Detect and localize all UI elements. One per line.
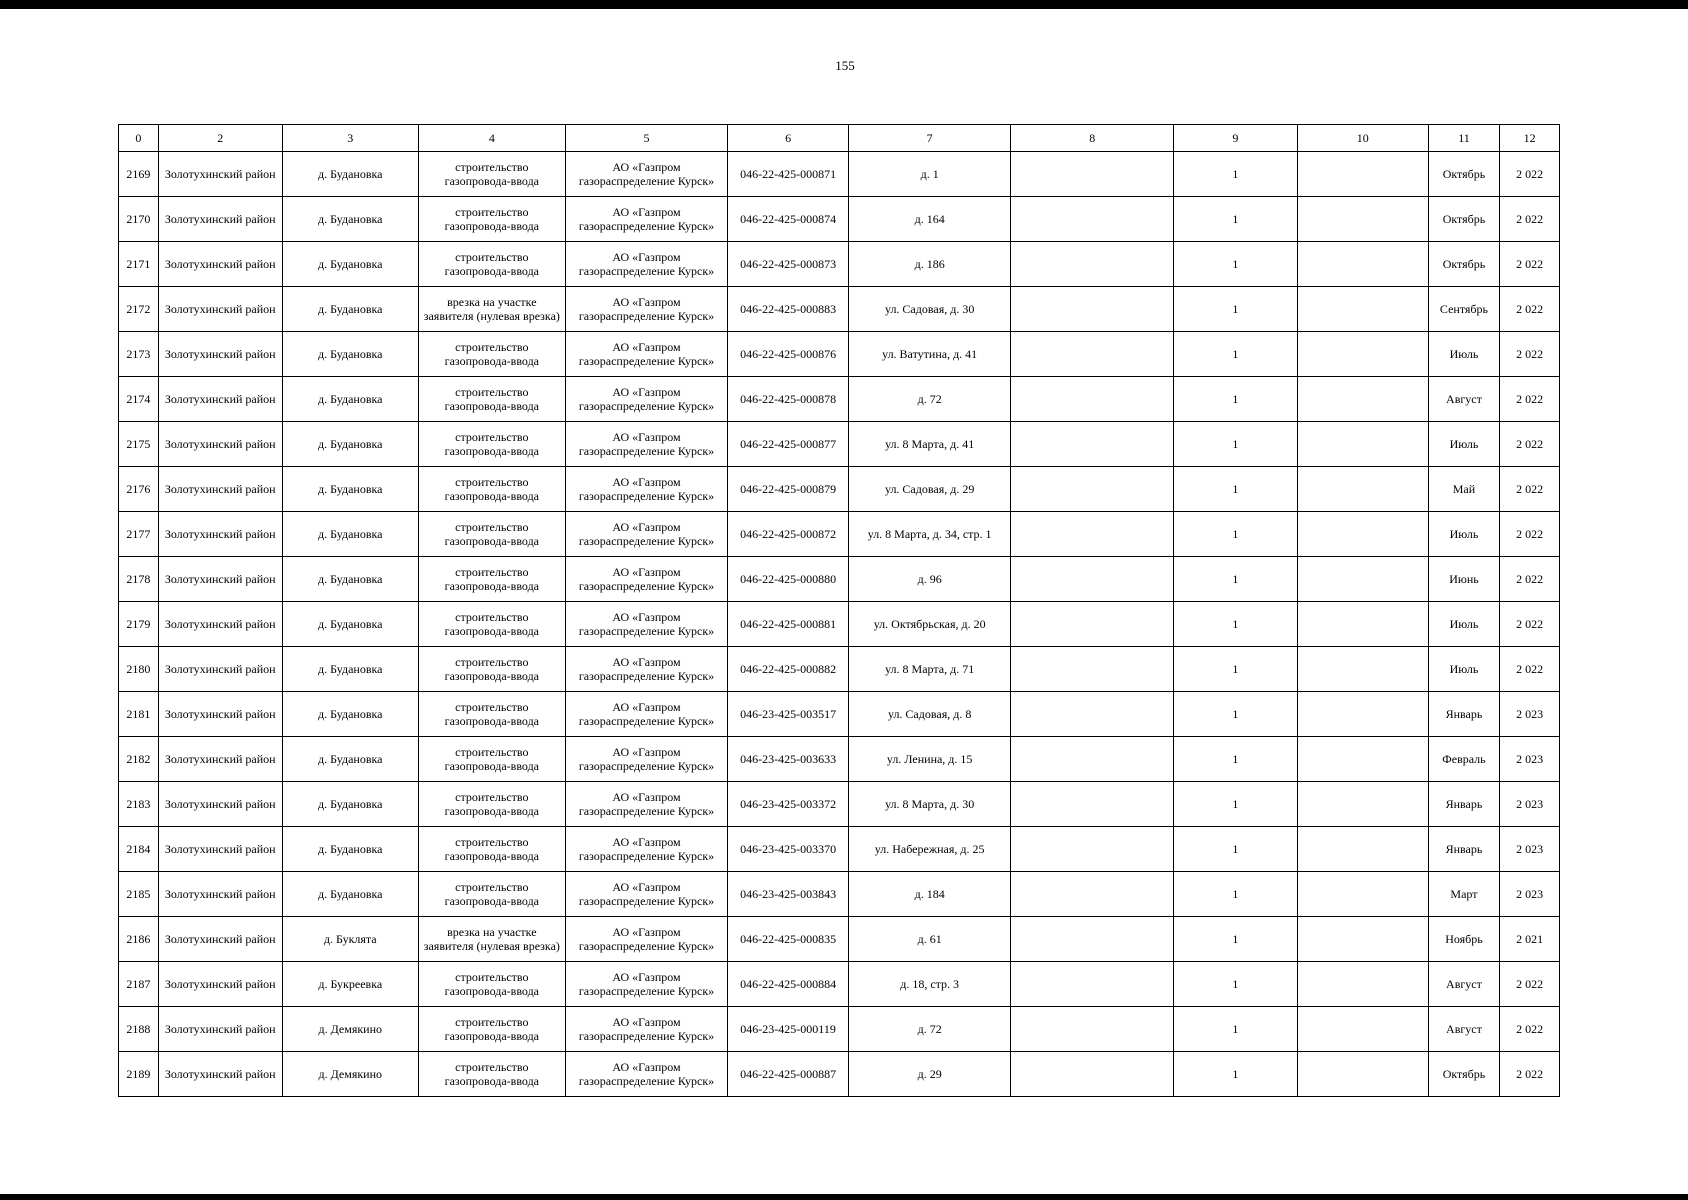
table-row: [119, 647, 1560, 692]
district-cell: Золотухинский район: [158, 692, 282, 737]
address-cell: д. 184: [848, 872, 1011, 917]
row-number: 2188: [119, 1007, 159, 1052]
row-number: 2177: [119, 512, 159, 557]
table-row: [119, 962, 1560, 1007]
column-8-cell: [1011, 242, 1174, 287]
month-cell: Июль: [1428, 647, 1499, 692]
work-type-cell: строительство газопровода-ввода: [418, 737, 565, 782]
table-row: [119, 287, 1560, 332]
quantity-cell: 1: [1173, 692, 1297, 737]
column-10-cell: [1297, 962, 1428, 1007]
row-number: 2184: [119, 827, 159, 872]
quantity-cell: 1: [1173, 1007, 1297, 1052]
column-10-cell: [1297, 602, 1428, 647]
column-header: 7: [848, 125, 1011, 152]
locality-cell: д. Будановка: [282, 197, 418, 242]
address-cell: ул. Садовая, д. 8: [848, 692, 1011, 737]
column-10-cell: [1297, 647, 1428, 692]
locality-cell: д. Демякино: [282, 1052, 418, 1097]
row-number: 2176: [119, 467, 159, 512]
column-8-cell: [1011, 782, 1174, 827]
locality-cell: д. Будановка: [282, 872, 418, 917]
table-row: [119, 332, 1560, 377]
column-8-cell: [1011, 962, 1174, 1007]
work-type-cell: строительство газопровода-ввода: [418, 512, 565, 557]
district-cell: Золотухинский район: [158, 737, 282, 782]
quantity-cell: 1: [1173, 827, 1297, 872]
registration-code-cell: 046-22-425-000872: [728, 512, 849, 557]
column-8-cell: [1011, 287, 1174, 332]
table-row: [119, 197, 1560, 242]
column-header: 10: [1297, 125, 1428, 152]
work-type-cell: врезка на участке заявителя (нулевая врезка): [418, 917, 565, 962]
locality-cell: д. Будановка: [282, 737, 418, 782]
organization-cell: АО «Газпром газораспределение Курск»: [565, 782, 728, 827]
registry-table: [118, 124, 1560, 1097]
column-8-cell: [1011, 422, 1174, 467]
registration-code-cell: 046-22-425-000874: [728, 197, 849, 242]
column-8-cell: [1011, 872, 1174, 917]
column-10-cell: [1297, 467, 1428, 512]
row-number: 2180: [119, 647, 159, 692]
column-header: 3: [282, 125, 418, 152]
address-cell: д. 61: [848, 917, 1011, 962]
organization-cell: АО «Газпром газораспределение Курск»: [565, 872, 728, 917]
district-cell: Золотухинский район: [158, 962, 282, 1007]
row-number: 2174: [119, 377, 159, 422]
column-header: 6: [728, 125, 849, 152]
organization-cell: АО «Газпром газораспределение Курск»: [565, 917, 728, 962]
quantity-cell: 1: [1173, 332, 1297, 377]
locality-cell: д. Будановка: [282, 467, 418, 512]
organization-cell: АО «Газпром газораспределение Курск»: [565, 827, 728, 872]
registration-code-cell: 046-23-425-003633: [728, 737, 849, 782]
month-cell: Ноябрь: [1428, 917, 1499, 962]
address-cell: д. 18, стр. 3: [848, 962, 1011, 1007]
year-cell: 2 022: [1500, 557, 1560, 602]
table-row: [119, 512, 1560, 557]
work-type-cell: строительство газопровода-ввода: [418, 332, 565, 377]
registration-code-cell: 046-22-425-000884: [728, 962, 849, 1007]
work-type-cell: строительство газопровода-ввода: [418, 647, 565, 692]
district-cell: Золотухинский район: [158, 332, 282, 377]
column-header: 0: [119, 125, 159, 152]
registration-code-cell: 046-23-425-003843: [728, 872, 849, 917]
column-10-cell: [1297, 692, 1428, 737]
organization-cell: АО «Газпром газораспределение Курск»: [565, 737, 728, 782]
column-header: 9: [1173, 125, 1297, 152]
page-number: 155: [835, 58, 855, 73]
organization-cell: АО «Газпром газораспределение Курск»: [565, 332, 728, 377]
column-10-cell: [1297, 512, 1428, 557]
month-cell: Октябрь: [1428, 152, 1499, 197]
month-cell: Январь: [1428, 827, 1499, 872]
quantity-cell: 1: [1173, 242, 1297, 287]
row-number: 2186: [119, 917, 159, 962]
address-cell: ул. Набережная, д. 25: [848, 827, 1011, 872]
year-cell: 2 021: [1500, 917, 1560, 962]
district-cell: Золотухинский район: [158, 242, 282, 287]
quantity-cell: 1: [1173, 917, 1297, 962]
organization-cell: АО «Газпром газораспределение Курск»: [565, 692, 728, 737]
district-cell: Золотухинский район: [158, 917, 282, 962]
column-8-cell: [1011, 197, 1174, 242]
address-cell: д. 29: [848, 1052, 1011, 1097]
column-10-cell: [1297, 737, 1428, 782]
organization-cell: АО «Газпром газораспределение Курск»: [565, 602, 728, 647]
district-cell: Золотухинский район: [158, 647, 282, 692]
address-cell: д. 96: [848, 557, 1011, 602]
column-10-cell: [1297, 197, 1428, 242]
locality-cell: д. Будановка: [282, 827, 418, 872]
address-cell: д. 72: [848, 377, 1011, 422]
quantity-cell: 1: [1173, 962, 1297, 1007]
column-header: 4: [418, 125, 565, 152]
year-cell: 2 022: [1500, 512, 1560, 557]
row-number: 2175: [119, 422, 159, 467]
column-10-cell: [1297, 917, 1428, 962]
column-header: 5: [565, 125, 728, 152]
organization-cell: АО «Газпром газораспределение Курск»: [565, 647, 728, 692]
registration-code-cell: 046-23-425-000119: [728, 1007, 849, 1052]
column-10-cell: [1297, 872, 1428, 917]
district-cell: Золотухинский район: [158, 872, 282, 917]
row-number: 2179: [119, 602, 159, 647]
work-type-cell: строительство газопровода-ввода: [418, 197, 565, 242]
table-row: [119, 1007, 1560, 1052]
column-8-cell: [1011, 692, 1174, 737]
registration-code-cell: 046-23-425-003517: [728, 692, 849, 737]
registration-code-cell: 046-22-425-000873: [728, 242, 849, 287]
row-number: 2178: [119, 557, 159, 602]
district-cell: Золотухинский район: [158, 152, 282, 197]
work-type-cell: строительство газопровода-ввода: [418, 152, 565, 197]
work-type-cell: строительство газопровода-ввода: [418, 872, 565, 917]
organization-cell: АО «Газпром газораспределение Курск»: [565, 1007, 728, 1052]
registration-code-cell: 046-23-425-003372: [728, 782, 849, 827]
quantity-cell: 1: [1173, 647, 1297, 692]
month-cell: Июнь: [1428, 557, 1499, 602]
table-row: [119, 737, 1560, 782]
row-number: 2173: [119, 332, 159, 377]
address-cell: ул. Ленина, д. 15: [848, 737, 1011, 782]
registration-code-cell: 046-22-425-000878: [728, 377, 849, 422]
locality-cell: д. Будановка: [282, 287, 418, 332]
work-type-cell: строительство газопровода-ввода: [418, 242, 565, 287]
column-10-cell: [1297, 287, 1428, 332]
table-row: [119, 1052, 1560, 1097]
table-row: [119, 827, 1560, 872]
locality-cell: д. Будановка: [282, 512, 418, 557]
quantity-cell: 1: [1173, 872, 1297, 917]
locality-cell: д. Будановка: [282, 782, 418, 827]
row-number: 2171: [119, 242, 159, 287]
column-8-cell: [1011, 377, 1174, 422]
column-10-cell: [1297, 557, 1428, 602]
address-cell: д. 186: [848, 242, 1011, 287]
column-8-cell: [1011, 467, 1174, 512]
table-row: [119, 782, 1560, 827]
month-cell: Май: [1428, 467, 1499, 512]
district-cell: Золотухинский район: [158, 467, 282, 512]
address-cell: д. 164: [848, 197, 1011, 242]
organization-cell: АО «Газпром газораспределение Курск»: [565, 512, 728, 557]
year-cell: 2 023: [1500, 737, 1560, 782]
registration-code-cell: 046-22-425-000880: [728, 557, 849, 602]
scan-bottom-border: [0, 1194, 1688, 1200]
work-type-cell: строительство газопровода-ввода: [418, 827, 565, 872]
quantity-cell: 1: [1173, 287, 1297, 332]
scan-top-border: [0, 0, 1688, 9]
locality-cell: д. Будановка: [282, 557, 418, 602]
row-number: 2170: [119, 197, 159, 242]
table-row: [119, 152, 1560, 197]
year-cell: 2 022: [1500, 377, 1560, 422]
work-type-cell: врезка на участке заявителя (нулевая врезка): [418, 287, 565, 332]
column-8-cell: [1011, 152, 1174, 197]
organization-cell: АО «Газпром газораспределение Курск»: [565, 197, 728, 242]
month-cell: Август: [1428, 377, 1499, 422]
registration-code-cell: 046-22-425-000835: [728, 917, 849, 962]
year-cell: 2 022: [1500, 1007, 1560, 1052]
column-10-cell: [1297, 242, 1428, 287]
quantity-cell: 1: [1173, 602, 1297, 647]
table-row: [119, 602, 1560, 647]
district-cell: Золотухинский район: [158, 782, 282, 827]
month-cell: Август: [1428, 962, 1499, 1007]
column-8-cell: [1011, 332, 1174, 377]
district-cell: Золотухинский район: [158, 1007, 282, 1052]
column-8-cell: [1011, 647, 1174, 692]
quantity-cell: 1: [1173, 512, 1297, 557]
row-number: 2185: [119, 872, 159, 917]
organization-cell: АО «Газпром газораспределение Курск»: [565, 152, 728, 197]
table-row: [119, 557, 1560, 602]
month-cell: Июль: [1428, 332, 1499, 377]
year-cell: 2 022: [1500, 197, 1560, 242]
month-cell: Февраль: [1428, 737, 1499, 782]
year-cell: 2 022: [1500, 152, 1560, 197]
year-cell: 2 022: [1500, 242, 1560, 287]
address-cell: ул. 8 Марта, д. 30: [848, 782, 1011, 827]
year-cell: 2 022: [1500, 332, 1560, 377]
organization-cell: АО «Газпром газораспределение Курск»: [565, 962, 728, 1007]
column-8-cell: [1011, 917, 1174, 962]
row-number: 2182: [119, 737, 159, 782]
row-number: 2172: [119, 287, 159, 332]
district-cell: Золотухинский район: [158, 557, 282, 602]
locality-cell: д. Будановка: [282, 152, 418, 197]
address-cell: д. 72: [848, 1007, 1011, 1052]
locality-cell: д. Будановка: [282, 332, 418, 377]
month-cell: Июль: [1428, 422, 1499, 467]
address-cell: ул. 8 Марта, д. 41: [848, 422, 1011, 467]
column-8-cell: [1011, 512, 1174, 557]
district-cell: Золотухинский район: [158, 827, 282, 872]
locality-cell: д. Буклята: [282, 917, 418, 962]
column-10-cell: [1297, 377, 1428, 422]
address-cell: ул. Ватутина, д. 41: [848, 332, 1011, 377]
address-cell: ул. 8 Марта, д. 34, стр. 1: [848, 512, 1011, 557]
district-cell: Золотухинский район: [158, 602, 282, 647]
year-cell: 2 023: [1500, 872, 1560, 917]
column-10-cell: [1297, 422, 1428, 467]
year-cell: 2 023: [1500, 782, 1560, 827]
registration-code-cell: 046-22-425-000877: [728, 422, 849, 467]
quantity-cell: 1: [1173, 197, 1297, 242]
column-10-cell: [1297, 1052, 1428, 1097]
registration-code-cell: 046-23-425-003370: [728, 827, 849, 872]
locality-cell: д. Будановка: [282, 242, 418, 287]
district-cell: Золотухинский район: [158, 377, 282, 422]
table-row: [119, 242, 1560, 287]
column-10-cell: [1297, 332, 1428, 377]
column-8-cell: [1011, 557, 1174, 602]
address-cell: ул. Садовая, д. 29: [848, 467, 1011, 512]
quantity-cell: 1: [1173, 782, 1297, 827]
locality-cell: д. Будановка: [282, 647, 418, 692]
header-row: [119, 125, 1560, 152]
month-cell: Октябрь: [1428, 197, 1499, 242]
quantity-cell: 1: [1173, 152, 1297, 197]
column-8-cell: [1011, 827, 1174, 872]
locality-cell: д. Демякино: [282, 1007, 418, 1052]
registration-code-cell: 046-22-425-000871: [728, 152, 849, 197]
work-type-cell: строительство газопровода-ввода: [418, 377, 565, 422]
quantity-cell: 1: [1173, 377, 1297, 422]
month-cell: Июль: [1428, 512, 1499, 557]
table-row: [119, 917, 1560, 962]
year-cell: 2 022: [1500, 287, 1560, 332]
work-type-cell: строительство газопровода-ввода: [418, 692, 565, 737]
work-type-cell: строительство газопровода-ввода: [418, 1052, 565, 1097]
quantity-cell: 1: [1173, 557, 1297, 602]
year-cell: 2 022: [1500, 962, 1560, 1007]
row-number: 2181: [119, 692, 159, 737]
year-cell: 2 023: [1500, 692, 1560, 737]
address-cell: ул. 8 Марта, д. 71: [848, 647, 1011, 692]
address-cell: ул. Октябрьская, д. 20: [848, 602, 1011, 647]
district-cell: Золотухинский район: [158, 197, 282, 242]
organization-cell: АО «Газпром газораспределение Курск»: [565, 422, 728, 467]
district-cell: Золотухинский район: [158, 512, 282, 557]
locality-cell: д. Букреевка: [282, 962, 418, 1007]
table-row: [119, 377, 1560, 422]
year-cell: 2 022: [1500, 602, 1560, 647]
year-cell: 2 023: [1500, 827, 1560, 872]
quantity-cell: 1: [1173, 422, 1297, 467]
month-cell: Октябрь: [1428, 1052, 1499, 1097]
column-8-cell: [1011, 602, 1174, 647]
column-10-cell: [1297, 1007, 1428, 1052]
row-number: 2189: [119, 1052, 159, 1097]
column-10-cell: [1297, 782, 1428, 827]
registration-code-cell: 046-22-425-000881: [728, 602, 849, 647]
month-cell: Январь: [1428, 692, 1499, 737]
column-header: 12: [1500, 125, 1560, 152]
table-row: [119, 872, 1560, 917]
month-cell: Октябрь: [1428, 242, 1499, 287]
locality-cell: д. Будановка: [282, 377, 418, 422]
quantity-cell: 1: [1173, 737, 1297, 782]
column-8-cell: [1011, 737, 1174, 782]
address-cell: ул. Садовая, д. 30: [848, 287, 1011, 332]
registration-code-cell: 046-22-425-000876: [728, 332, 849, 377]
month-cell: Июль: [1428, 602, 1499, 647]
organization-cell: АО «Газпром газораспределение Курск»: [565, 557, 728, 602]
month-cell: Август: [1428, 1007, 1499, 1052]
month-cell: Сентябрь: [1428, 287, 1499, 332]
registration-code-cell: 046-22-425-000883: [728, 287, 849, 332]
column-10-cell: [1297, 827, 1428, 872]
row-number: 2187: [119, 962, 159, 1007]
column-header: 11: [1428, 125, 1499, 152]
organization-cell: АО «Газпром газораспределение Курск»: [565, 1052, 728, 1097]
year-cell: 2 022: [1500, 422, 1560, 467]
registration-code-cell: 046-22-425-000879: [728, 467, 849, 512]
row-number: 2183: [119, 782, 159, 827]
registration-code-cell: 046-22-425-000882: [728, 647, 849, 692]
column-8-cell: [1011, 1052, 1174, 1097]
work-type-cell: строительство газопровода-ввода: [418, 1007, 565, 1052]
district-cell: Золотухинский район: [158, 287, 282, 332]
month-cell: Январь: [1428, 782, 1499, 827]
quantity-cell: 1: [1173, 467, 1297, 512]
work-type-cell: строительство газопровода-ввода: [418, 602, 565, 647]
district-cell: Золотухинский район: [158, 1052, 282, 1097]
organization-cell: АО «Газпром газораспределение Курск»: [565, 377, 728, 422]
column-header: 2: [158, 125, 282, 152]
column-8-cell: [1011, 1007, 1174, 1052]
work-type-cell: строительство газопровода-ввода: [418, 467, 565, 512]
table-row: [119, 422, 1560, 467]
row-number: 2169: [119, 152, 159, 197]
district-cell: Золотухинский район: [158, 422, 282, 467]
locality-cell: д. Будановка: [282, 422, 418, 467]
table-row: [119, 467, 1560, 512]
locality-cell: д. Будановка: [282, 692, 418, 737]
column-header: 8: [1011, 125, 1174, 152]
month-cell: Март: [1428, 872, 1499, 917]
year-cell: 2 022: [1500, 1052, 1560, 1097]
organization-cell: АО «Газпром газораспределение Курск»: [565, 287, 728, 332]
organization-cell: АО «Газпром газораспределение Курск»: [565, 467, 728, 512]
work-type-cell: строительство газопровода-ввода: [418, 962, 565, 1007]
work-type-cell: строительство газопровода-ввода: [418, 557, 565, 602]
work-type-cell: строительство газопровода-ввода: [418, 422, 565, 467]
locality-cell: д. Будановка: [282, 602, 418, 647]
work-type-cell: строительство газопровода-ввода: [418, 782, 565, 827]
year-cell: 2 022: [1500, 647, 1560, 692]
address-cell: д. 1: [848, 152, 1011, 197]
table-row: [119, 692, 1560, 737]
organization-cell: АО «Газпром газораспределение Курск»: [565, 242, 728, 287]
year-cell: 2 022: [1500, 467, 1560, 512]
column-10-cell: [1297, 152, 1428, 197]
quantity-cell: 1: [1173, 1052, 1297, 1097]
registration-code-cell: 046-22-425-000887: [728, 1052, 849, 1097]
